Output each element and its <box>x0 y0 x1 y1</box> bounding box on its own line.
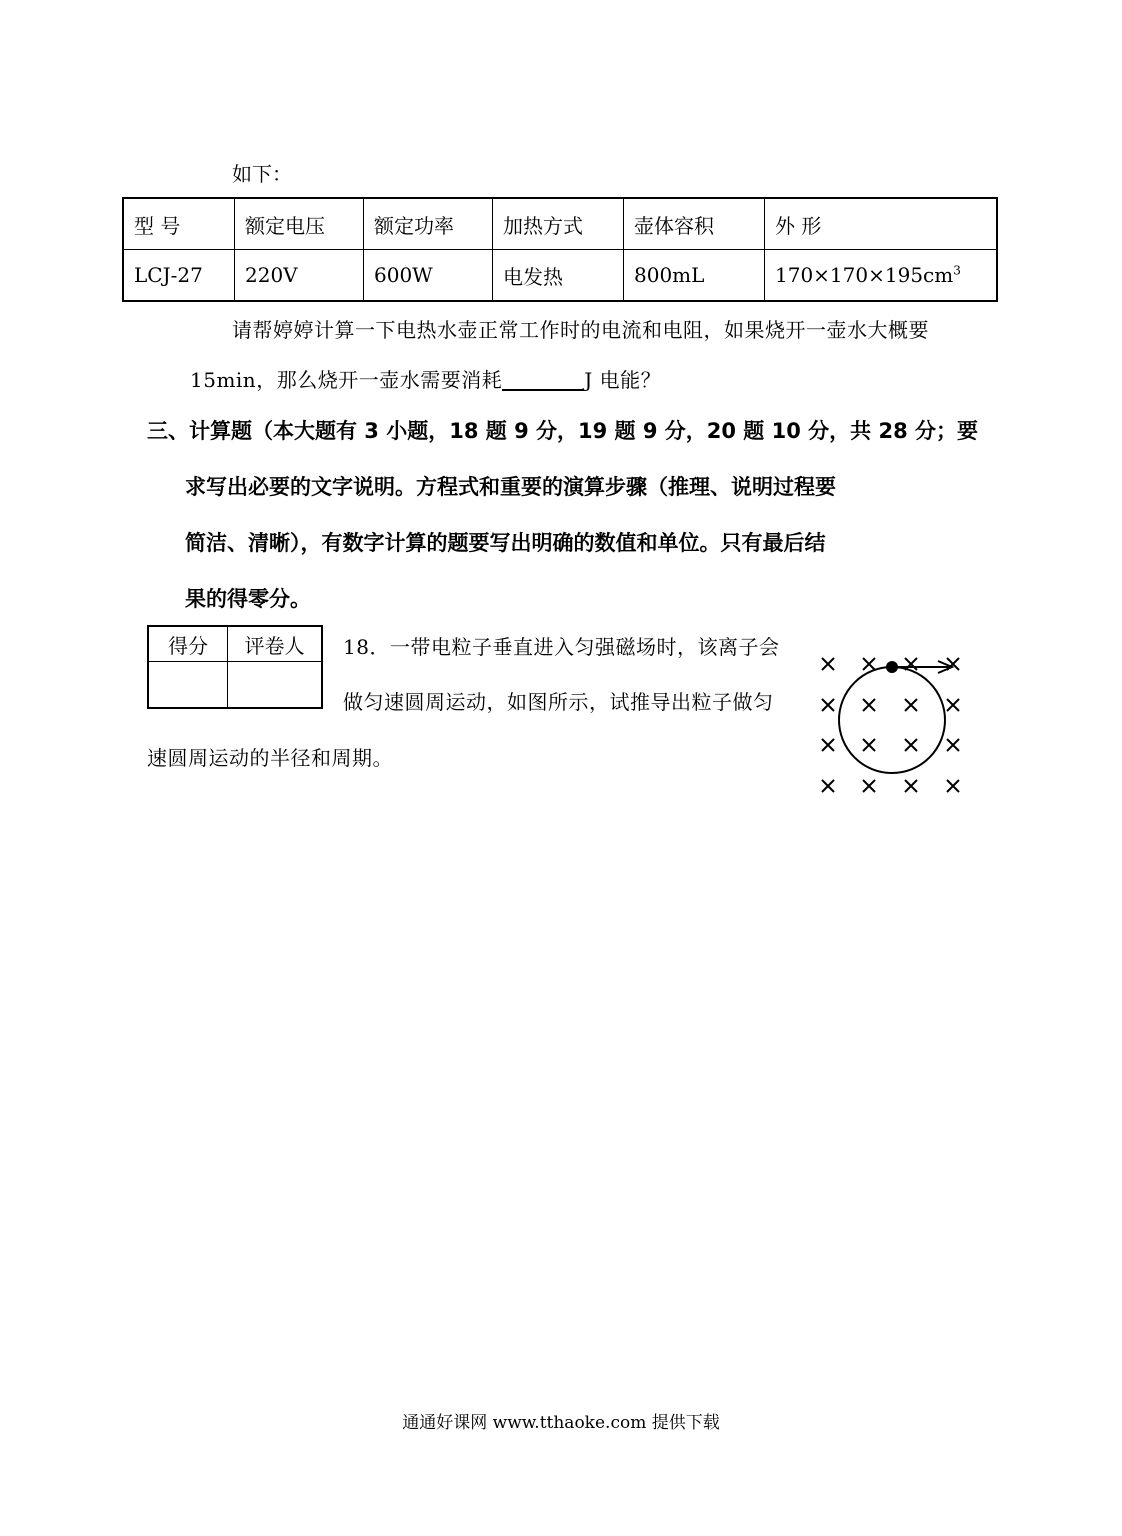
grader-label: 评卷人 <box>228 626 323 662</box>
magnetic-field-diagram <box>810 645 980 805</box>
question17-line2 <box>190 364 661 393</box>
question17-line1: 请帮婷婷计算一下电热水壶正常工作时的电流和电阻，如果烧开一壶水大概要 <box>232 318 929 342</box>
table-row-header <box>123 198 997 250</box>
section3-heading: 三、计算题（本大题有 3 小题，18 题 9 分，19 题 9 分，20 题 10 分，共 28 分；要 <box>147 419 978 443</box>
header-rated-voltage: 额定电压 <box>235 198 364 250</box>
field-cross <box>822 780 834 792</box>
header-volume: 壶体容积 <box>624 198 765 250</box>
field-cross <box>905 780 917 792</box>
field-cross <box>863 780 875 792</box>
grader-cell <box>228 662 323 709</box>
table-row-values <box>123 250 997 302</box>
kettle-spec-table <box>122 197 998 302</box>
header-rated-power: 额定功率 <box>364 198 493 250</box>
value-model: LCJ-27 <box>123 250 235 302</box>
field-cross <box>822 658 834 670</box>
question18-line3: 速圆周运动的半径和周期。 <box>147 746 393 770</box>
question17-line2-start: 15min，那么烧开一壶水需要消耗 <box>190 368 503 392</box>
section3-line4: 果的得零分。 <box>185 587 311 611</box>
field-cross <box>947 739 959 751</box>
section3-line3: 简洁、清晰），有数字计算的题要写出明确的数值和单位。只有最后结 <box>185 531 826 555</box>
cube-superscript: 3 <box>953 263 961 278</box>
value-rated-voltage: 220V <box>235 250 364 302</box>
question17-line2-end: J 电能？ <box>584 368 662 392</box>
value-shape-text: 170×170×195cm <box>775 263 954 287</box>
field-cross <box>863 699 875 711</box>
field-cross <box>905 739 917 751</box>
score-cell <box>148 662 228 709</box>
field-cross <box>947 780 959 792</box>
field-cross <box>905 699 917 711</box>
question18-line1: 18．一带电粒子垂直进入匀强磁场时，该离子会 <box>343 635 780 659</box>
particle-orbit <box>839 667 945 773</box>
field-cross <box>863 658 875 670</box>
value-rated-power: 600W <box>364 250 493 302</box>
value-shape <box>765 250 998 302</box>
field-cross-marks <box>822 658 959 792</box>
score-label: 得分 <box>148 626 228 662</box>
value-volume: 800mL <box>624 250 765 302</box>
header-shape: 外 形 <box>765 198 998 250</box>
field-cross <box>822 699 834 711</box>
field-cross <box>947 699 959 711</box>
header-heating-method: 加热方式 <box>493 198 624 250</box>
intro-text: 如下： <box>232 162 292 186</box>
field-cross <box>863 739 875 751</box>
page-footer: 通通好课网 www.tthaoke.com 提供下载 <box>402 1413 720 1433</box>
answer-blank <box>502 367 584 391</box>
field-cross <box>822 739 834 751</box>
question18-line2: 做匀速圆周运动，如图所示，试推导出粒子做匀 <box>343 690 774 714</box>
header-model: 型 号 <box>123 198 235 250</box>
value-heating-method: 电发热 <box>493 250 624 302</box>
score-box <box>147 625 323 709</box>
section3-line2: 求写出必要的文字说明。方程式和重要的演算步骤（推理、说明过程要 <box>185 475 836 499</box>
